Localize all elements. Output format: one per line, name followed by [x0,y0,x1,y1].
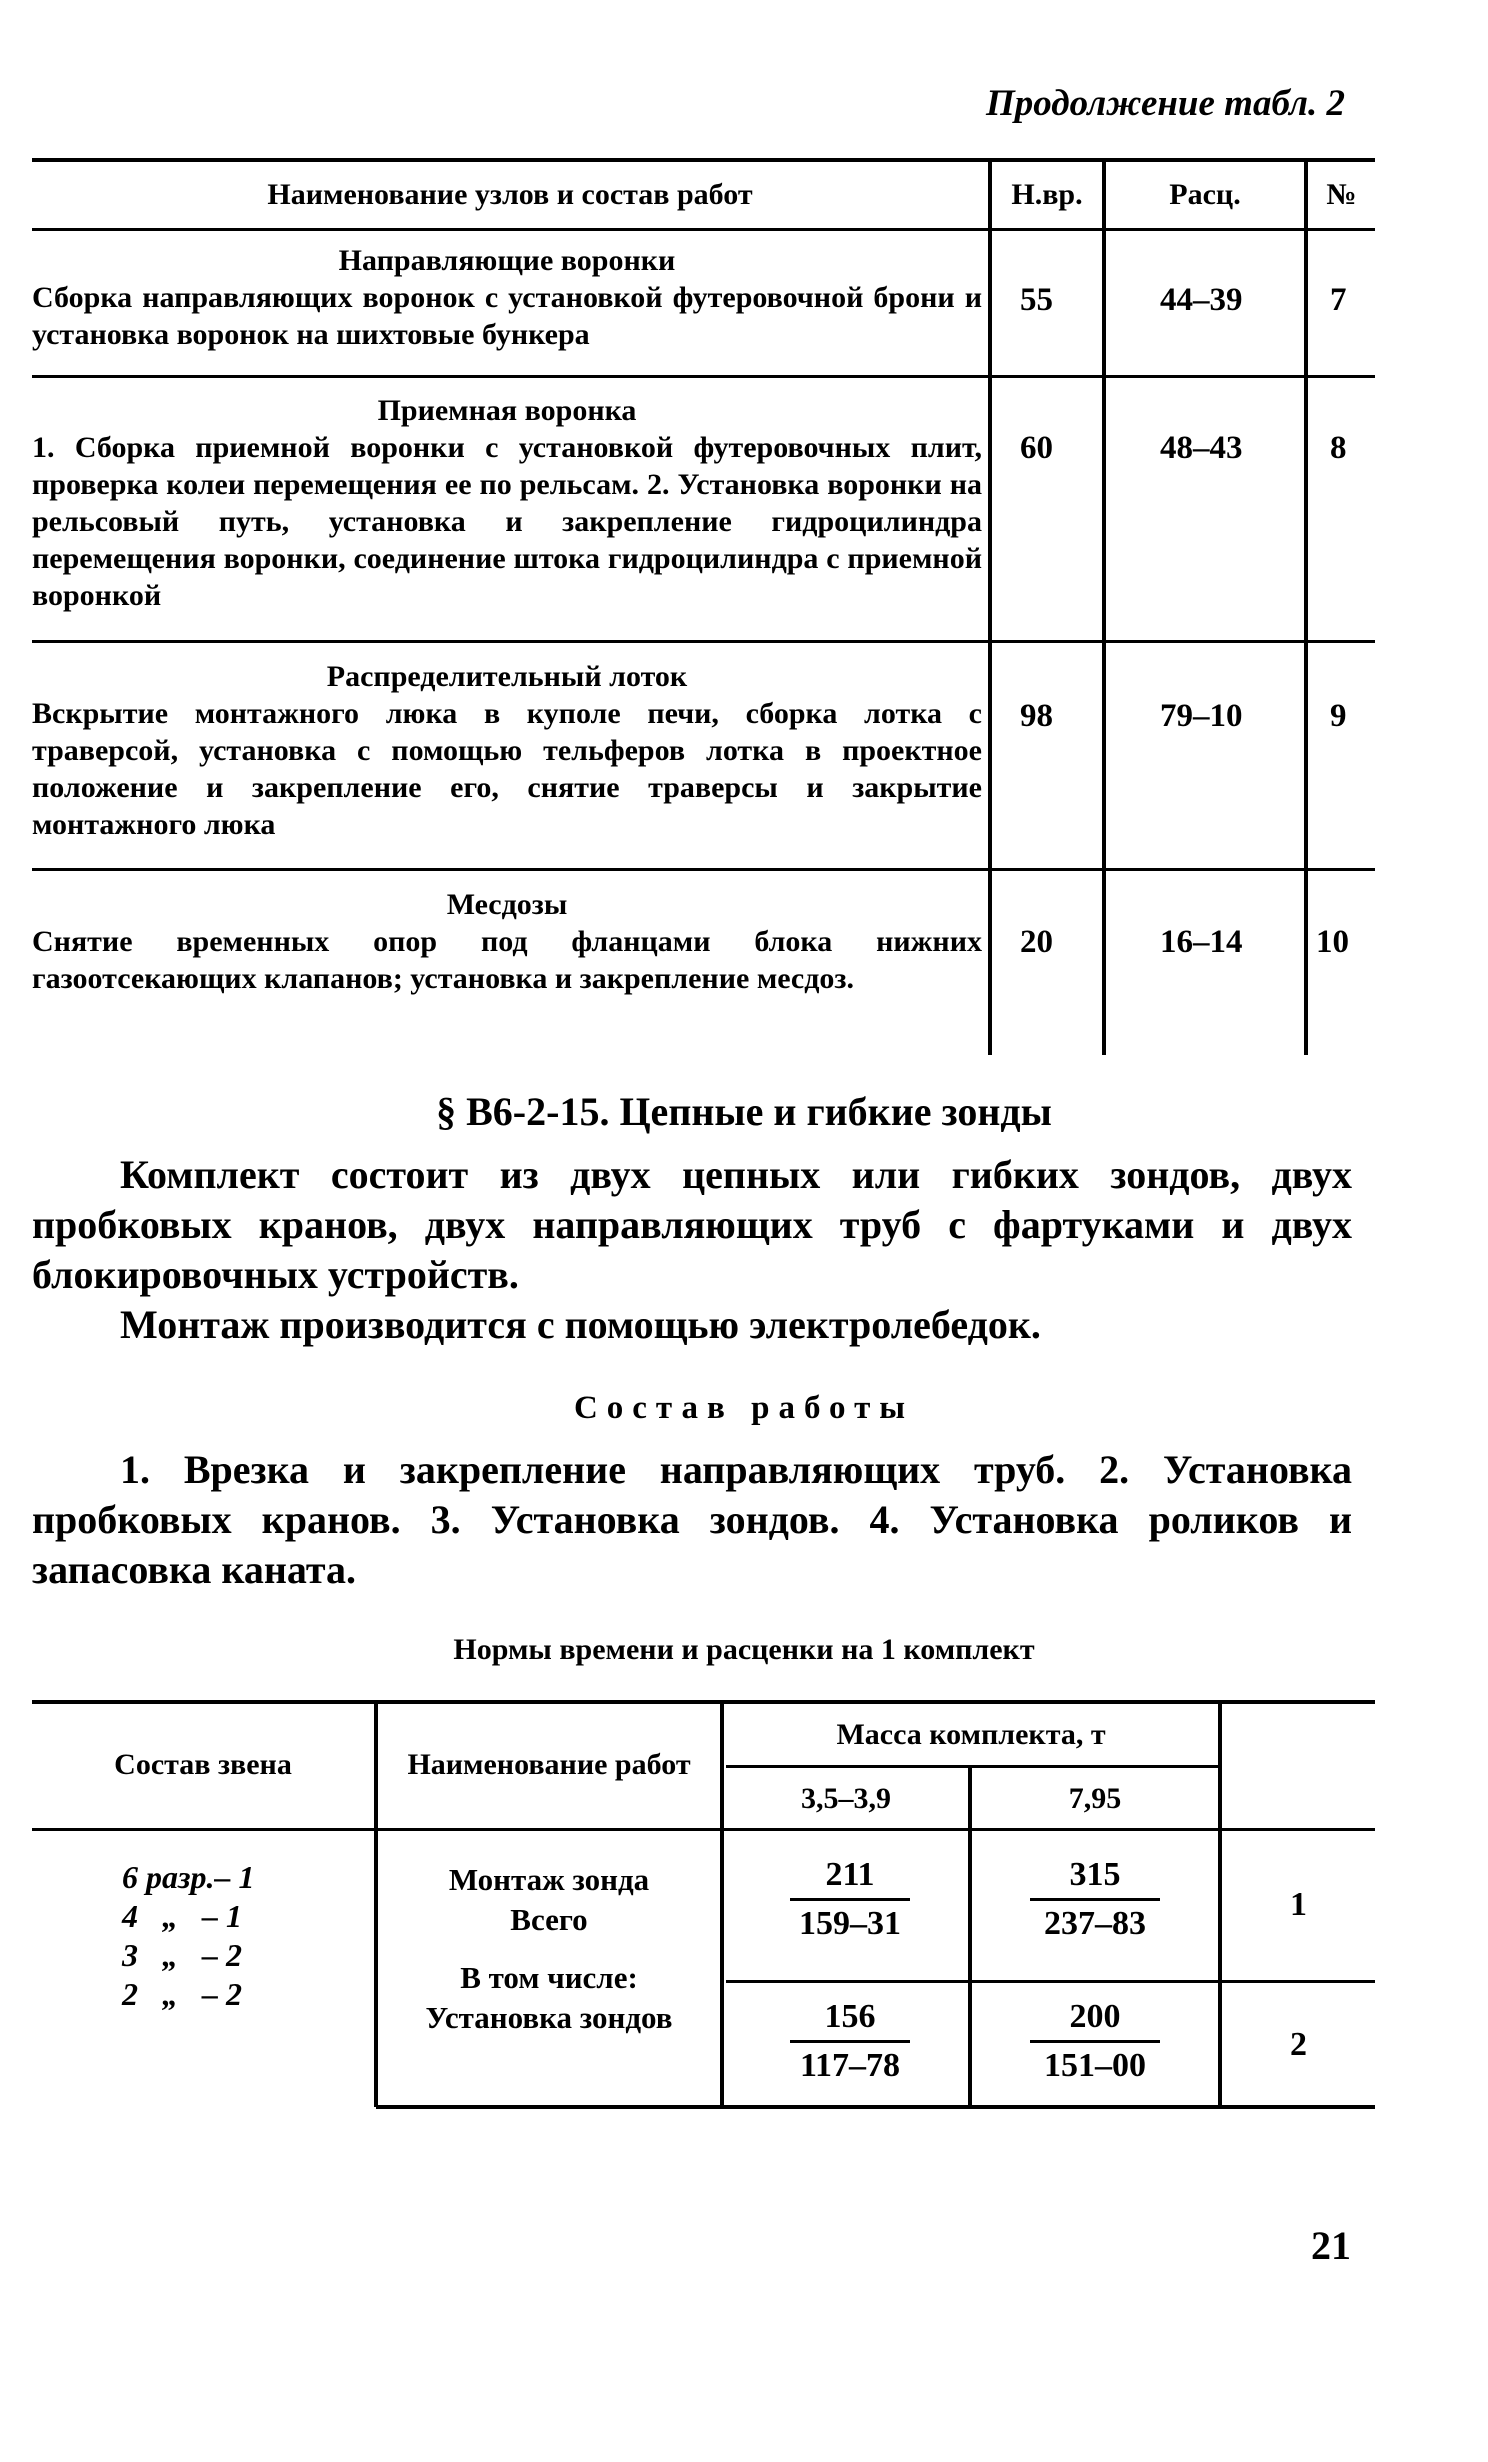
row-title: Распределительный лоток [326,660,688,693]
table-1-header-rule [32,228,1375,231]
brigade-line: 3 „ – 2 [122,1937,242,1973]
rate-value: 151–00 [1044,2047,1146,2084]
row-rate: 44–39 [1160,282,1243,318]
fraction-bar [1030,1898,1160,1901]
row-title: Приемная воронка [377,394,637,427]
row-norm: 20 [1020,924,1053,960]
work-name-line: Всего [510,1902,588,1937]
table-1-row-rule [32,375,1375,378]
table-1-col-rule [988,158,992,1055]
norm-rate-fraction [790,1998,910,2085]
brigade-line: 6 разр.– 1 [122,1859,255,1895]
row-norm: 98 [1020,698,1053,734]
table-continuation-caption: Продолжение табл. 2 [986,83,1345,124]
brigade-line: 2 „ – 2 [122,1976,242,2012]
table-2-col-rule [968,1765,972,2107]
norm-rate-fraction [790,1856,910,1943]
rate-value: 117–78 [799,2047,901,2084]
table-2-header-mass-1: 3,5–3,9 [801,1782,891,1815]
norm-value: 200 [1069,1998,1121,2035]
row-norm: 60 [1020,430,1053,466]
row-no: 9 [1330,698,1347,734]
table-row [32,658,982,843]
section-paragraph: Монтаж производится с помощью электролебедок. [120,1302,1041,1347]
norm-value: 156 [824,1998,876,2035]
table-2-header-mass-2: 7,95 [1068,1782,1122,1815]
norm-rate-fraction [1030,1998,1160,2085]
section-paragraph: Комплект состоит из двух цепных или гибких зондов, двух пробковых кранов, двух направляющих труб с фартуками и двух блокировочных устройств. [32,1152,1352,1297]
row-text: Снятие временных опор под фланцами блока нижних газоотсекающих клапанов; установка и закрепление месдоз. [32,925,982,995]
work-name-block [378,1860,720,2038]
row-text: Вскрытие монтажного люка в куполе печи, сборка лотка с траверсой, установка с помощью тельферов лотка в проектное положение и закрепление его, снятие траверсы и закрытие монтажного люка [32,697,982,841]
table-row [32,886,982,997]
table-2-row-rule [726,1980,1375,1983]
table-1-top-rule [32,158,1375,162]
row-no: 8 [1330,430,1347,466]
table-1-row-rule [32,640,1375,643]
page-number: 21 [1311,2223,1351,2268]
fraction-bar [790,2040,910,2043]
fraction-bar [790,1898,910,1901]
table-2-header-rule [32,1828,1375,1831]
table-1-row-rule [32,868,1375,871]
row-title: Месдозы [446,888,568,921]
norm-value: 211 [825,1856,875,1893]
norm-rate-fraction [1030,1856,1160,1943]
table-2-top-rule [32,1700,1375,1704]
fraction-bar [1030,2040,1160,2043]
brigade-line: 4 „ – 1 [122,1898,242,1934]
row-no: 7 [1330,282,1347,318]
table-2-header-brigade: Состав звена [114,1748,292,1781]
table-1-header-norm: Н.вр. [1011,178,1083,211]
table-1-header-rate: Расц. [1169,178,1241,211]
table-row [32,392,982,614]
table-2-header-mass: Масса комплекта, т [836,1718,1106,1751]
table-row [32,242,982,353]
row-norm: 55 [1020,282,1053,318]
row-text: Сборка направляющих воронок с установкой футеровочной брони и установка воронок на шихтовые бункера [32,281,982,351]
row-rate: 79–10 [1160,698,1243,734]
table-1-col-rule [1304,158,1308,1055]
work-name-line: Монтаж зонда [448,1862,650,1897]
table-1-col-rule [1102,158,1106,1055]
brigade-composition [122,1858,254,2014]
row-text: 1. Сборка приемной воронки с установкой футеровочных плит, проверка колеи перемещения ее по рельсам. 2. Установка воронки на рельсовый путь, установка и закрепление гидроцилиндра перемещения воронки, соединение штока гидроцилиндра с приемной воронкой [32,431,982,612]
section-heading: § В6-2-15. Цепные и гибкие зонды [436,1089,1052,1134]
rate-value: 159–31 [799,1905,901,1942]
row-title: Направляющие воронки [338,244,676,277]
row-no: 10 [1316,924,1349,960]
work-composition-text: 1. Врезка и закрепление направляющих труб. 2. Установка пробковых кранов. 3. Установка зондов. 4. Установка роликов и запасовка каната. [32,1447,1352,1592]
row-rate: 48–43 [1160,430,1243,466]
table-2-mass-rule [726,1765,1220,1768]
table-2-caption: Нормы времени и расценки на 1 комплект [453,1633,1035,1666]
table-2-header-work: Наименование работ [407,1748,691,1781]
table-2-bottom-rule [376,2105,1375,2109]
work-composition-heading: Состав работы [573,1390,915,1426]
table-2-col-rule [720,1700,724,2107]
row-rate: 16–14 [1160,924,1243,960]
work-name-line: Установка зондов [425,2000,673,2035]
rate-value: 237–83 [1044,1905,1146,1942]
row-no: 2 [1290,2026,1307,2063]
work-name-line: В том числе: [460,1960,638,1995]
table-1-header-no: № [1326,178,1357,211]
row-no: 1 [1290,1886,1307,1923]
table-1-header-name: Наименование узлов и состав работ [267,178,753,211]
norm-value: 315 [1069,1856,1121,1893]
